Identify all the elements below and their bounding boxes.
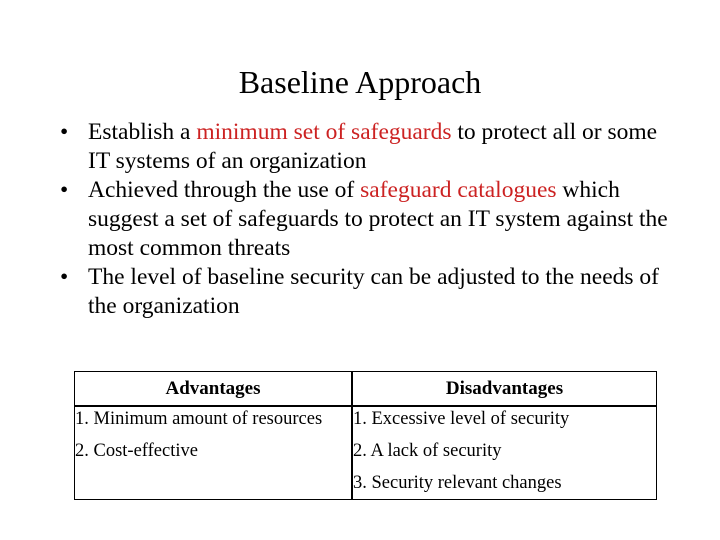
bullet-item bbox=[60, 263, 680, 321]
disadvantages-cell bbox=[352, 406, 656, 499]
bullet-item bbox=[60, 176, 680, 263]
bullet-item bbox=[60, 118, 680, 176]
bullet-highlight: safeguard catalogues bbox=[360, 177, 557, 203]
advantages-header: Advantages bbox=[165, 378, 261, 399]
advantages-cell bbox=[75, 406, 352, 499]
bullet-marker: • bbox=[60, 177, 69, 203]
slide-title: Baseline Approach bbox=[238, 64, 482, 100]
bullet-text: which suggest a set of safeguards to protect an IT system against the most common threats bbox=[88, 177, 668, 261]
bullet-highlight: minimum set of safeguards bbox=[196, 119, 452, 145]
advantage-item: 1. Minimum amount of resources bbox=[75, 409, 323, 429]
bullet-marker: • bbox=[60, 119, 69, 145]
disadvantage-item: 3. Security relevant changes bbox=[353, 473, 562, 493]
bullet-text: The level of baseline security can be adjusted to the needs of the organization bbox=[88, 264, 659, 319]
bullet-text: Achieved through the use of bbox=[88, 177, 361, 203]
advantage-item: 2. Cost-effective bbox=[75, 441, 198, 461]
comparison-table bbox=[74, 371, 657, 500]
bullet-text: Establish a bbox=[88, 119, 197, 145]
disadvantage-item: 2. A lack of security bbox=[353, 441, 502, 461]
disadvantages-header: Disadvantages bbox=[352, 372, 656, 406]
bullet-text: to protect all or some IT systems of an organization bbox=[88, 119, 658, 174]
disadvantage-item: 1. Excessive level of security bbox=[353, 409, 570, 429]
bullet-marker: • bbox=[60, 264, 69, 290]
bullet-list bbox=[60, 118, 680, 321]
